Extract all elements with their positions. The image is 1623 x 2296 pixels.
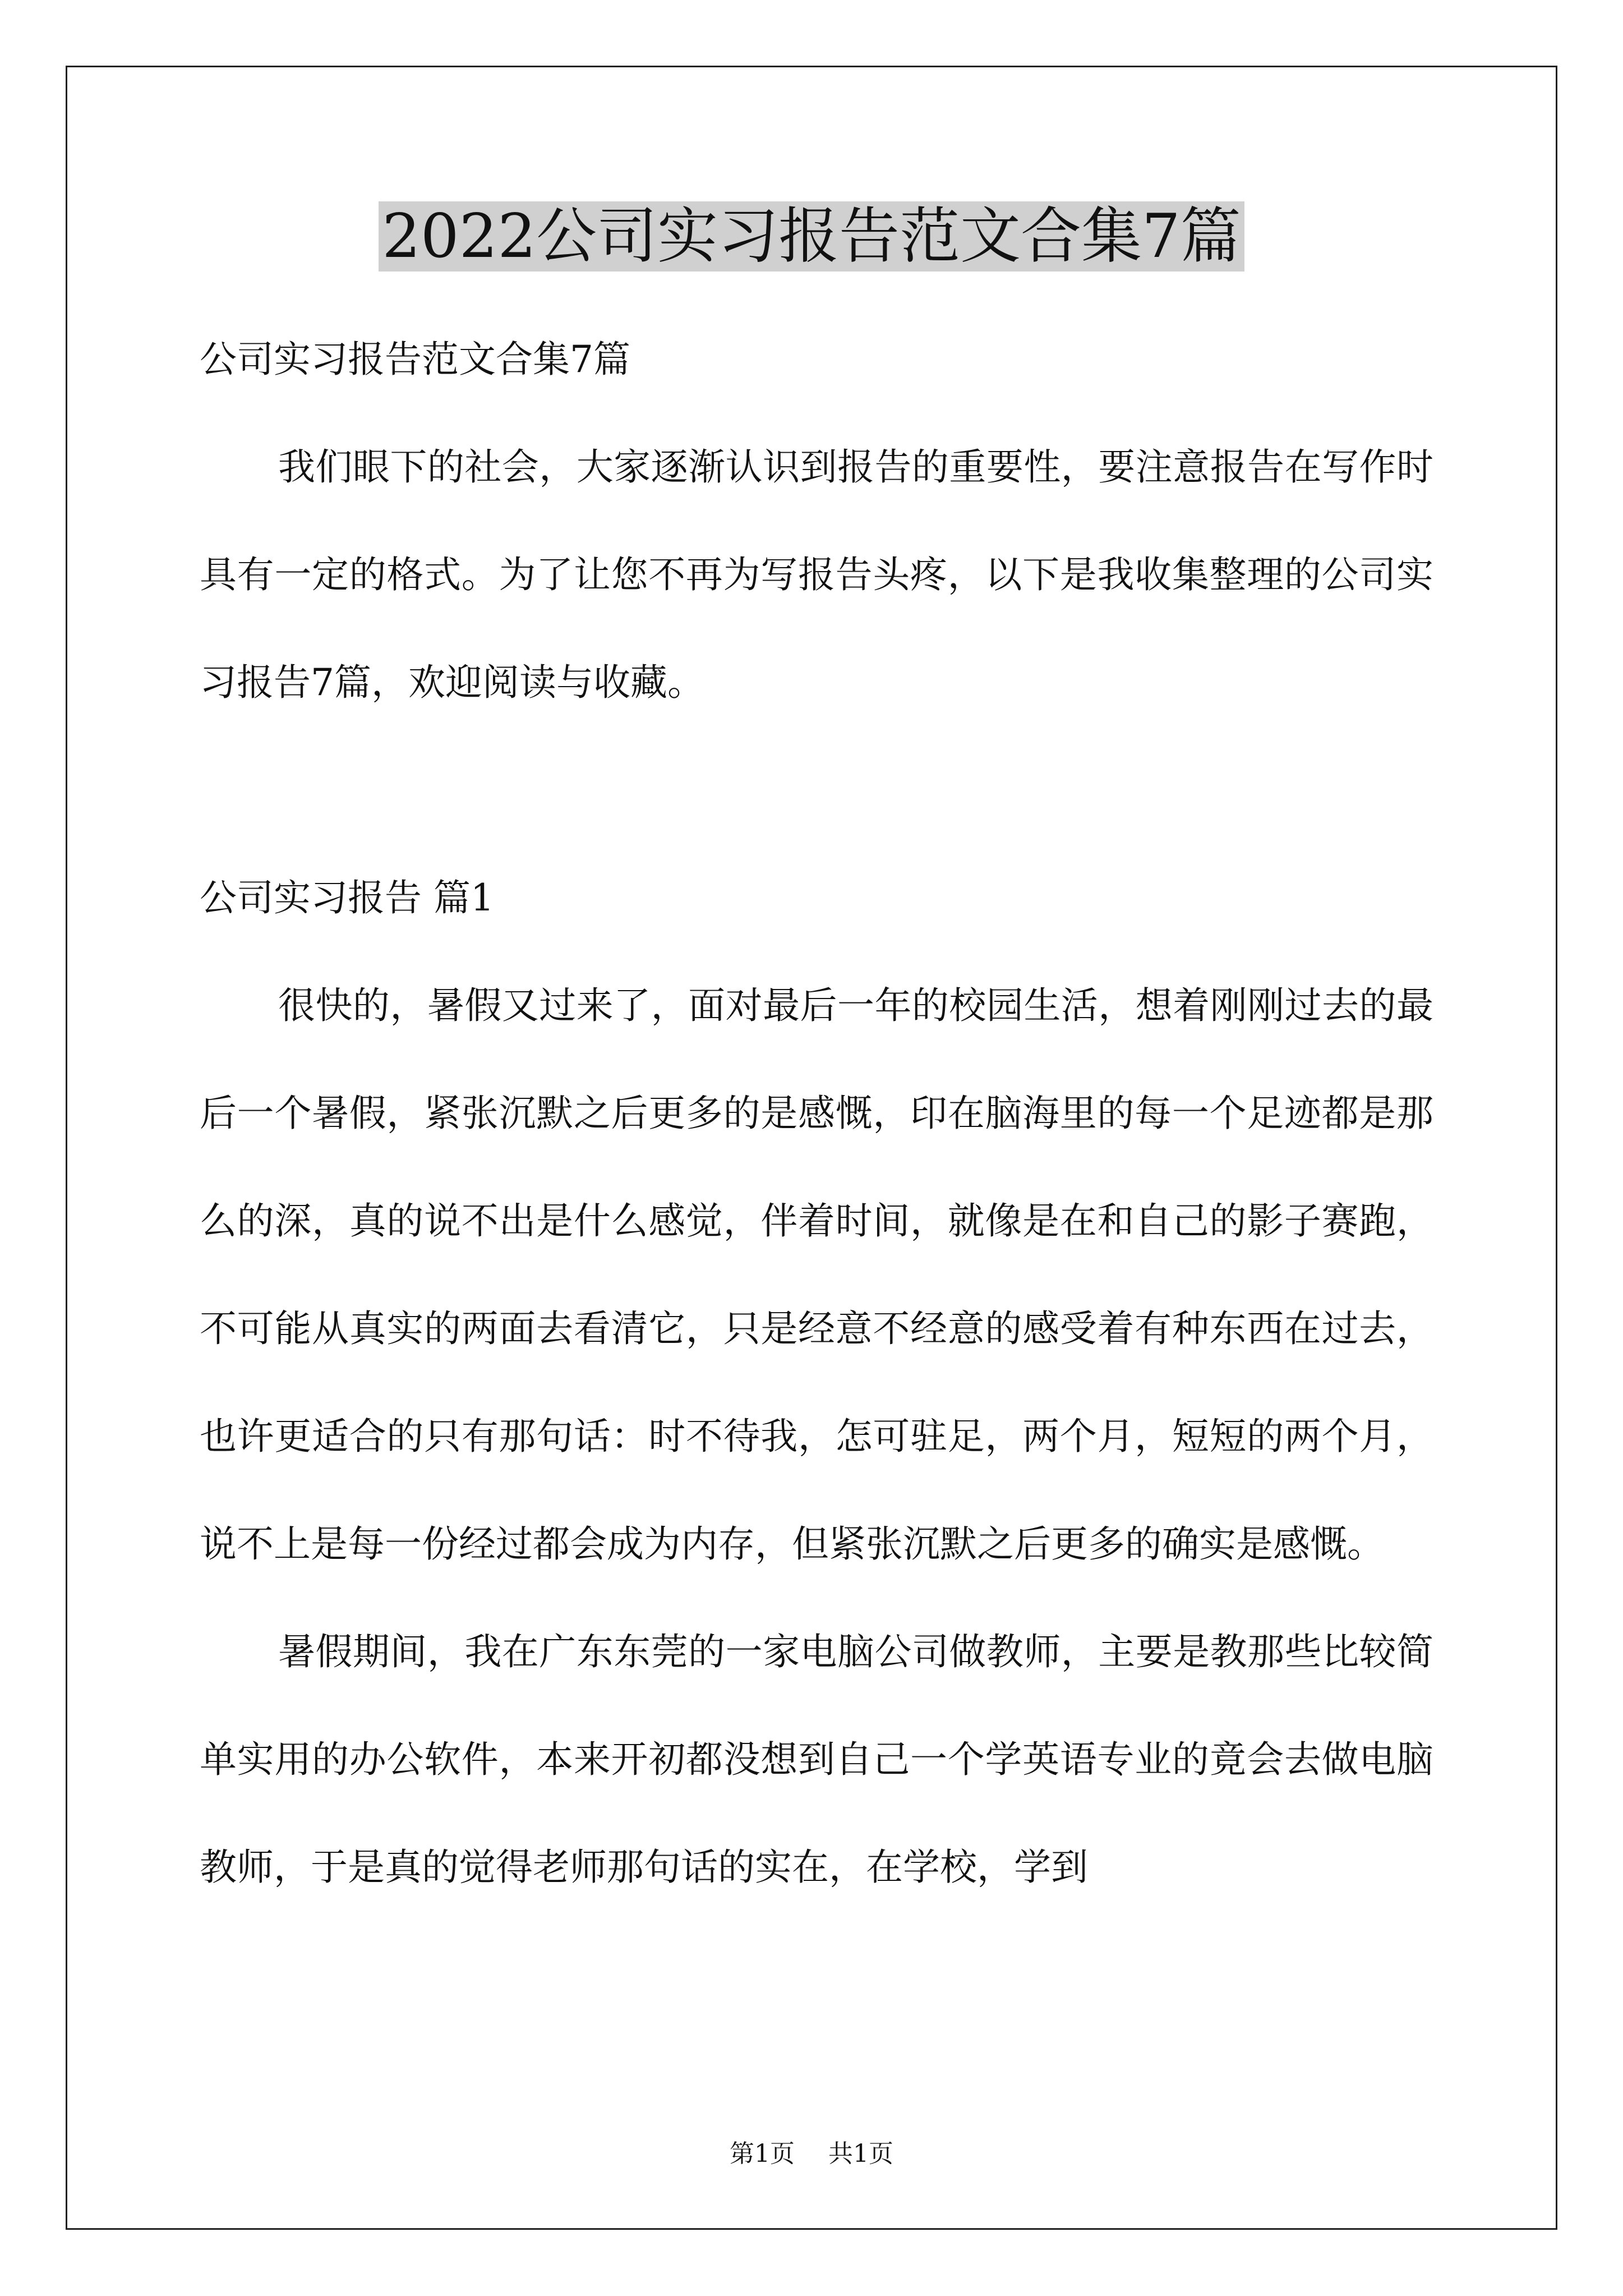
section-spacer (200, 737, 1433, 844)
body-paragraph: 暑假期间，我在广东东莞的一家电脑公司做教师，主要是教那些比较简单实用的办公软件，本来开初都没想到自己一个学英语专业的竟会去做电脑教师，于是真的觉得老师那句话的实在，在学校，学到 (200, 1630, 1433, 1889)
intro-paragraph: 我们眼下的社会，大家逐渐认识到报告的重要性，要注意报告在写作时具有一定的格式。为了让您不再为写报告头疼，以下是我收集整理的公司实习报告7篇，欢迎阅读与收藏。 (200, 445, 1433, 704)
page-number-current: 第1页 (730, 2139, 795, 2168)
document-subtitle: 公司实习报告范文合集7篇 (200, 338, 630, 381)
page-footer (0, 2137, 1623, 2171)
section-heading: 公司实习报告 篇1 (200, 876, 494, 919)
page-number-total: 共1页 (828, 2139, 893, 2168)
document-title (0, 197, 1623, 276)
document-title-text: 2022公司实习报告范文合集7篇 (379, 201, 1244, 272)
body-paragraph: 很快的，暑假又过来了，面对最后一年的校园生活，想着刚刚过去的最后一个暑假，紧张沉默之后更多的是感慨，印在脑海里的每一个足迹都是那么的深，真的说不出是什么感觉，伴着时间，就像是在和自己的影子赛跑，不可能从真实的两面去看清它，只是经意不经意的感受着有种东西在过去，也许更适合的只有那句话：时不待我，怎可驻足，两个月，短短的两个月，说不上是每一份经过都会成为内存，但紧张沉默之后更多的确实是感慨。 (200, 984, 1433, 1566)
document-body (200, 306, 1433, 1921)
